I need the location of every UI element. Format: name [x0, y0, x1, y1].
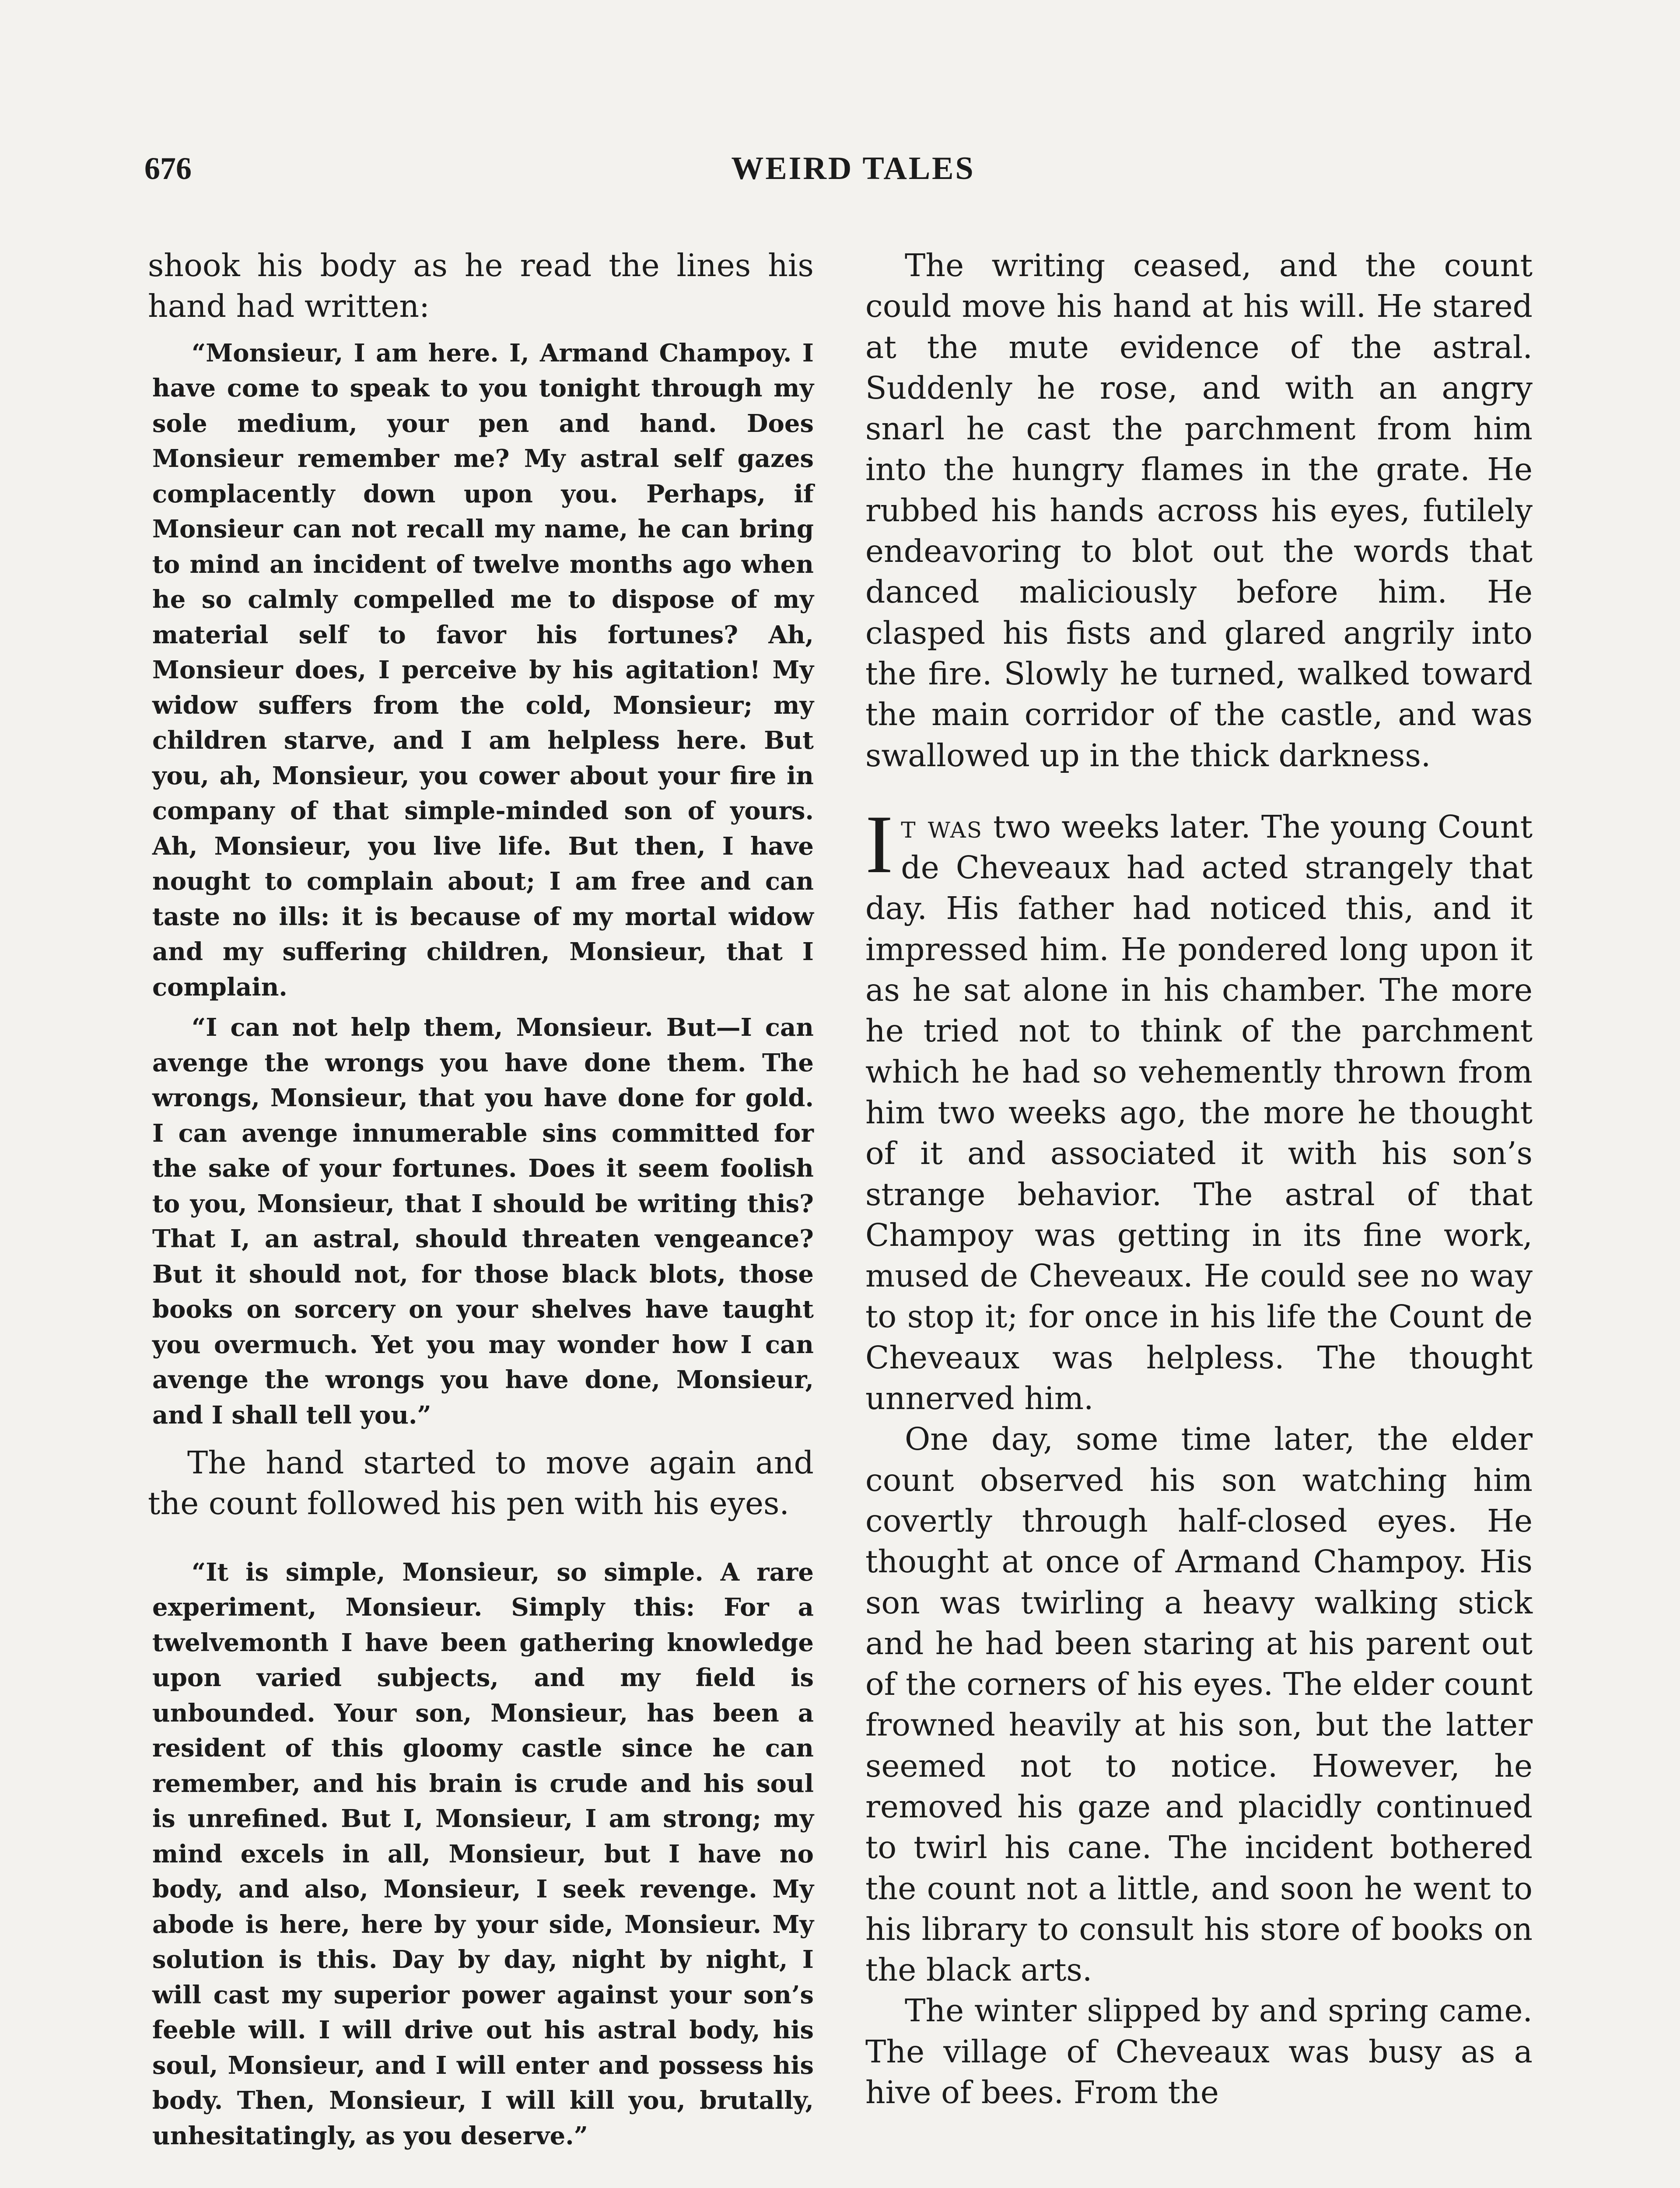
drop-cap: I	[865, 798, 893, 891]
paragraph: The hand started to move again and the count followed his pen with his eyes.	[148, 1445, 814, 1522]
paragraph: shook his body as he read the lines his hand had written:	[148, 247, 814, 325]
paragraph-text: two weeks later. The young Count de Cheveaux had acted strangely that day. His father had noticed this, and it impressed him. He pondered long upon it as he sat alone in his chamber. The more he tried not to think of the parchment which he had so vehemently thrown from him two weeks ago, the more he thought of it and associated it with his son’s strange behavior. The astral of that Champoy was getting in its fine work, mused de Cheveaux. He could see no way to stop it; for once in his life the Count de Cheveaux was helpless. The thought unnerved him.	[865, 808, 1533, 1417]
quoted-letter-paragraph: “Monsieur, I am here. I, Armand Champoy. I have come to speak to you tonight through my sole medium, your pen and hand. Does Monsieur remember me? My astral self gazes complacently down upon you. Perhaps, if Monsieur can not recall my name, he can bring to mind an incident of twelve months ago when he so calmly compelled me to dispose of my material self to favor his fortunes? Ah, Monsieur does, I perceive by his agitation! My widow suffers from the cold, Monsieur; my children starve, and I am helpless here. But you, ah, Monsieur, you cower about your fire in company of that simple-minded son of yours. Ah, Monsieur, you live life. But then, I have nought to complain about; I am free and can taste no ills: it is because of my mortal widow and my suffering children, Monsieur, that I complain.	[152, 338, 814, 1002]
running-head: WEIRD TALES	[731, 151, 975, 186]
paragraph: The winter slipped by and spring came. The village of Cheveaux was busy as a hive of bees. From the	[865, 1992, 1533, 2111]
section-opening-paragraph	[865, 798, 1533, 1419]
paragraph: The writing ceased, and the count could move his hand at his will. He stared at the mute evidence of the astral. Suddenly he rose, and with an angry snarl he cast the parchment from him into the hungry flames in the grate. He rubbed his hands across his eyes, futilely endeavoring to blot out the words that danced maliciously before him. He clasped his fists and glared angrily into the fire. Slowly he turned, walked toward the main corridor of the castle, and was swallowed up in the thick darkness.	[865, 247, 1533, 774]
page-number: 676	[144, 151, 192, 186]
quoted-letter-paragraph: “It is simple, Monsieur, so simple. A rare experiment, Monsieur. Simply this: For a twelvemonth I have been gathering knowledge upon varied subjects, and my field is unbounded. Your son, Monsieur, has been a resident of this gloomy castle since he can remember, and his brain is crude and his soul is unrefined. But I, Monsieur, I am strong; my mind excels in all, Monsieur, but I have no body, and also, Monsieur, I seek revenge. My abode is here, here by your side, Monsieur. My solution is this. Day by day, night by night, I will cast my superior power against your son’s feeble will. I will drive out his astral body, his soul, Monsieur, and I will enter and possess his body. Then, Monsieur, I will kill you, brutally, unhesitatingly, as you deserve.”	[152, 1557, 814, 2150]
right-column	[865, 245, 1533, 2113]
left-column	[148, 245, 814, 2153]
paragraph: One day, some time later, the elder count observed his son watching him covertly through half-closed eyes. He thought at once of Armand Champoy. His son was twirling a heavy walking stick and he had been staring at his parent out of the corners of his eyes. The elder count frowned heavily at his son, but the latter seemed not to notice. However, he removed his gaze and placidly continued to twirl his cane. The incident bothered the count not a little, and soon he went to his library to consult his store of books on the black arts.	[865, 1421, 1533, 1988]
small-caps-lead: t was	[901, 808, 983, 845]
quoted-letter-paragraph: “I can not help them, Monsieur. But—I can avenge the wrongs you have done them. The wrongs, Monsieur, that you have done for gold. I can avenge innumerable sins committed for the sake of your fortunes. Does it seem foolish to you, Monsieur, that I should be writing this? That I, an astral, should threaten vengeance? But it should not, for those black blots, those books on sorcery on your shelves have taught you overmuch. Yet you may wonder how I can avenge the wrongs you have done, Monsieur, and I shall tell you.”	[152, 1013, 814, 1430]
